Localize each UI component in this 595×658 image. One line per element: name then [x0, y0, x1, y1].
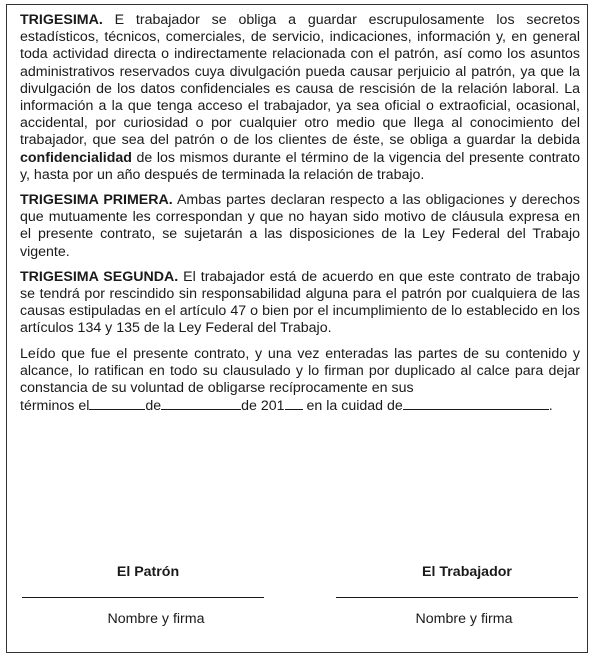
employee-signature-line[interactable]	[336, 597, 578, 598]
closing-text: Leído que fue el presente contrato, y una vez enteradas las partes de su contenido y alcance, lo ratifican en todo su clausulado y lo firman por duplicado al calce para dejar constancia de su voluntad de obligarse recíprocamente en sus	[20, 345, 580, 397]
clause-text: Ambas partes declaran respecto a las obligaciones y derechos que mutuamente les correspondan y que no hayan sido motivo de cláusula expresa en el presente contrato, se sujetarán a las disposiciones de la Ley Federal del Trabajo vigente.	[20, 192, 580, 260]
clause-text: El trabajador está de acuerdo en que este contrato de trabajo se tendrá por rescindido sin responsabilidad alguna para el patrón por cualquiera de las causas estipuladas en el artículo 47 o bien por el incumplimiento de lo establecido en los artículos 134 y 135 de la Ley Federal del Trabajo.	[20, 268, 581, 337]
employer-name-label: Nombre y firma	[107, 611, 205, 627]
clause-heading: TRIGESIMA.	[20, 12, 103, 28]
employer-signature-line[interactable]	[22, 597, 264, 598]
closing-of-label: de	[145, 398, 162, 415]
clause-text: E trabajador se obliga a guardar escrupulosamente los secretos estadísticos, técnicos, comerciales, de servicio, indicaciones, información y, en general toda actividad directa o indirectamente relacionada con el patrón, así como los asuntos administrativos reservados cuya divulgación pueda causar perjuicio al patrón, ya que la divulgación de los datos confidenciales es causa de rescisión de la relación laboral. La información a la que tenga acceso el trabajador, ya sea oficial o extraoficial, ocasional, accidental, por curiosidad o por cualquier otro medio que llega al conocimiento del trabajador, que sea del patrón o de los clientes de éste, se obliga a guardar la debida	[20, 12, 580, 149]
employer-title: El Patrón	[116, 564, 180, 580]
closing-city-label: en la cuidad de	[306, 398, 403, 415]
clause-emphasis: confidencialidad	[20, 149, 132, 166]
closing-terms-label: términos el	[20, 398, 90, 415]
closing-period: .	[548, 398, 553, 415]
employee-title: El Trabajador	[422, 564, 512, 580]
employee-name-label: Nombre y firma	[415, 611, 513, 627]
clause-text-end: de los mismos durante el término de la vigencia del presente contrato y, hasta por un año después de terminada la relación de trabajo.	[20, 149, 580, 183]
closing-year-label: de 201	[241, 398, 285, 415]
clause-heading: TRIGESIMA SEGUNDA.	[20, 268, 179, 285]
clause-heading: TRIGESIMA PRIMERA.	[20, 192, 173, 209]
